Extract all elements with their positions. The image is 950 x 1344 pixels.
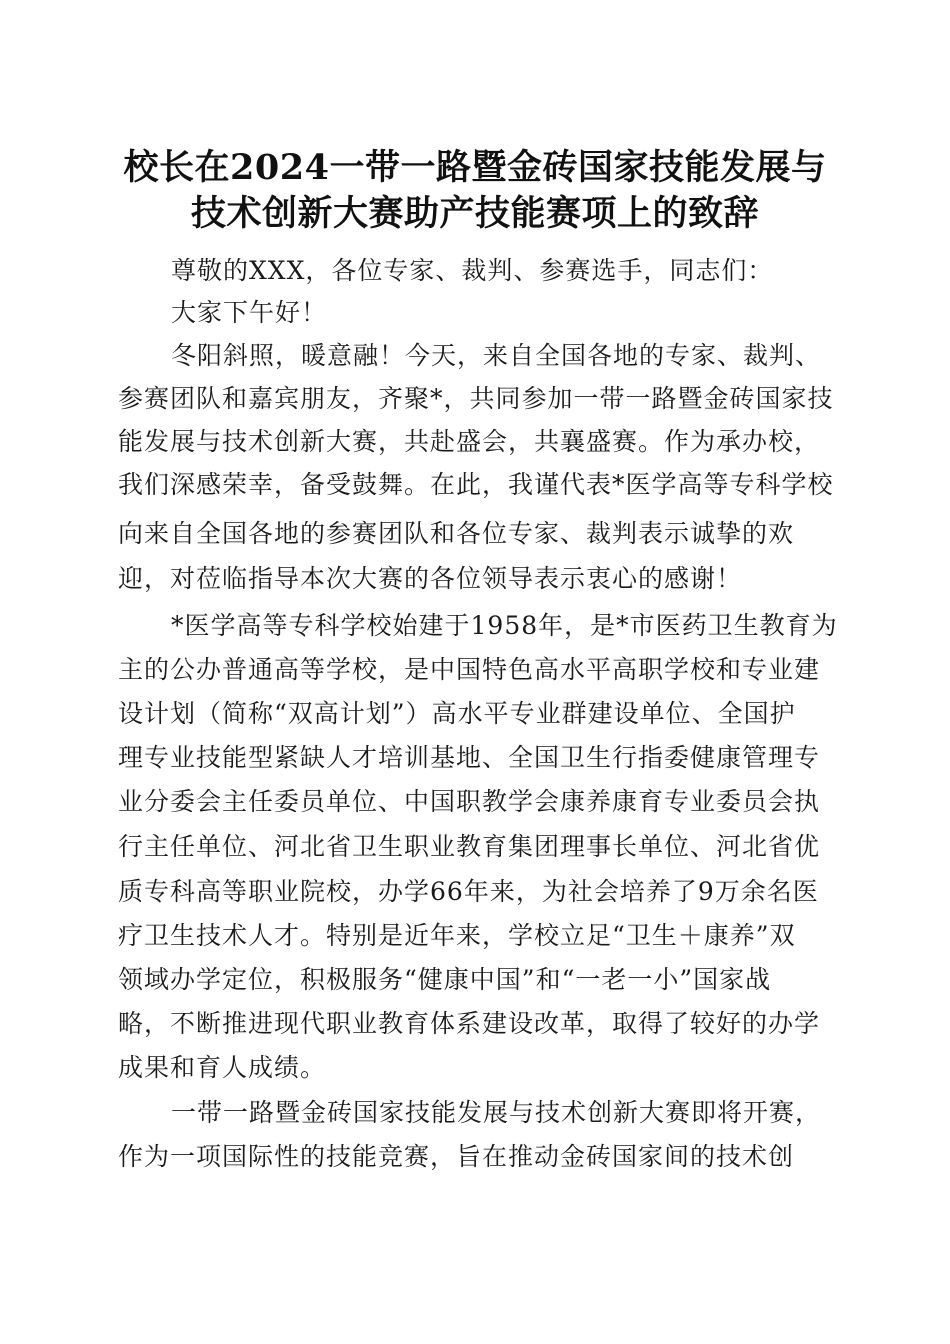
paragraph-line: 作为一项国际性的技能竞赛，旨在推动金砖国家间的技术创 — [118, 1142, 795, 1171]
paragraph-line: 业分委会主任委员单位、中国职教学会康养康育专业委员会执 — [118, 787, 821, 816]
paragraph-line: 参赛团队和嘉宾朋友，齐聚*，共同参加一带一路暨金砖国家技 — [118, 384, 834, 413]
paragraph-line: 略，不断推进现代职业教育体系建设改革，取得了较好的办学 — [118, 1009, 821, 1038]
paragraph-line: *医学高等专科学校始建于1958年，是*市医药卫生教育为 — [171, 611, 838, 640]
salutation-line: 尊敬的XXX，各位专家、裁判、参赛选手，同志们： — [171, 256, 774, 285]
paragraph-line: 领域办学定位，积极服务“健康中国”和“一老一小”国家战 — [118, 965, 772, 994]
paragraph-line: 设计划（简称“双高计划”）高水平专业群建设单位、全国护 — [118, 699, 796, 728]
paragraph-line: 质专科高等职业院校，办学66年来，为社会培养了9万余名医 — [118, 877, 819, 906]
document-title-line-2: 技术创新大赛助产技能赛项上的致辞 — [190, 193, 759, 234]
paragraph-line: 我们深感荣幸，备受鼓舞。在此，我谨代表*医学高等专科学校 — [118, 470, 834, 499]
paragraph-line: 能发展与技术创新大赛，共赴盛会，共襄盛赛。作为承办校， — [118, 427, 821, 456]
paragraph-line: 迎，对莅临指导本次大赛的各位领导表示衷心的感谢！ — [118, 564, 743, 593]
greeting-line: 大家下午好！ — [171, 298, 328, 327]
paragraph-line: 行主任单位、河北省卫生职业教育集团理事长单位、河北省优 — [118, 832, 821, 861]
paragraph-line: 向来自全国各地的参赛团队和各位专家、裁判表示诚挚的欢 — [118, 519, 795, 548]
paragraph-line: 一带一路暨金砖国家技能发展与技术创新大赛即将开赛， — [171, 1098, 822, 1127]
paragraph-line: 冬阳斜照，暖意融！今天，来自全国各地的专家、裁判、 — [171, 341, 822, 370]
paragraph-line: 成果和育人成绩。 — [118, 1053, 327, 1082]
document-title-line-1: 校长在2024一带一路暨金砖国家技能发展与 — [123, 147, 827, 188]
paragraph-line: 理专业技能型紧缺人才培训基地、全国卫生行指委健康管理专 — [118, 743, 821, 772]
paragraph-line: 疗卫生技术人才。特别是近年来，学校立足“卫生＋康养”双 — [118, 921, 796, 950]
paragraph-line: 主的公办普通高等学校，是中国特色高水平高职学校和专业建 — [118, 655, 821, 684]
